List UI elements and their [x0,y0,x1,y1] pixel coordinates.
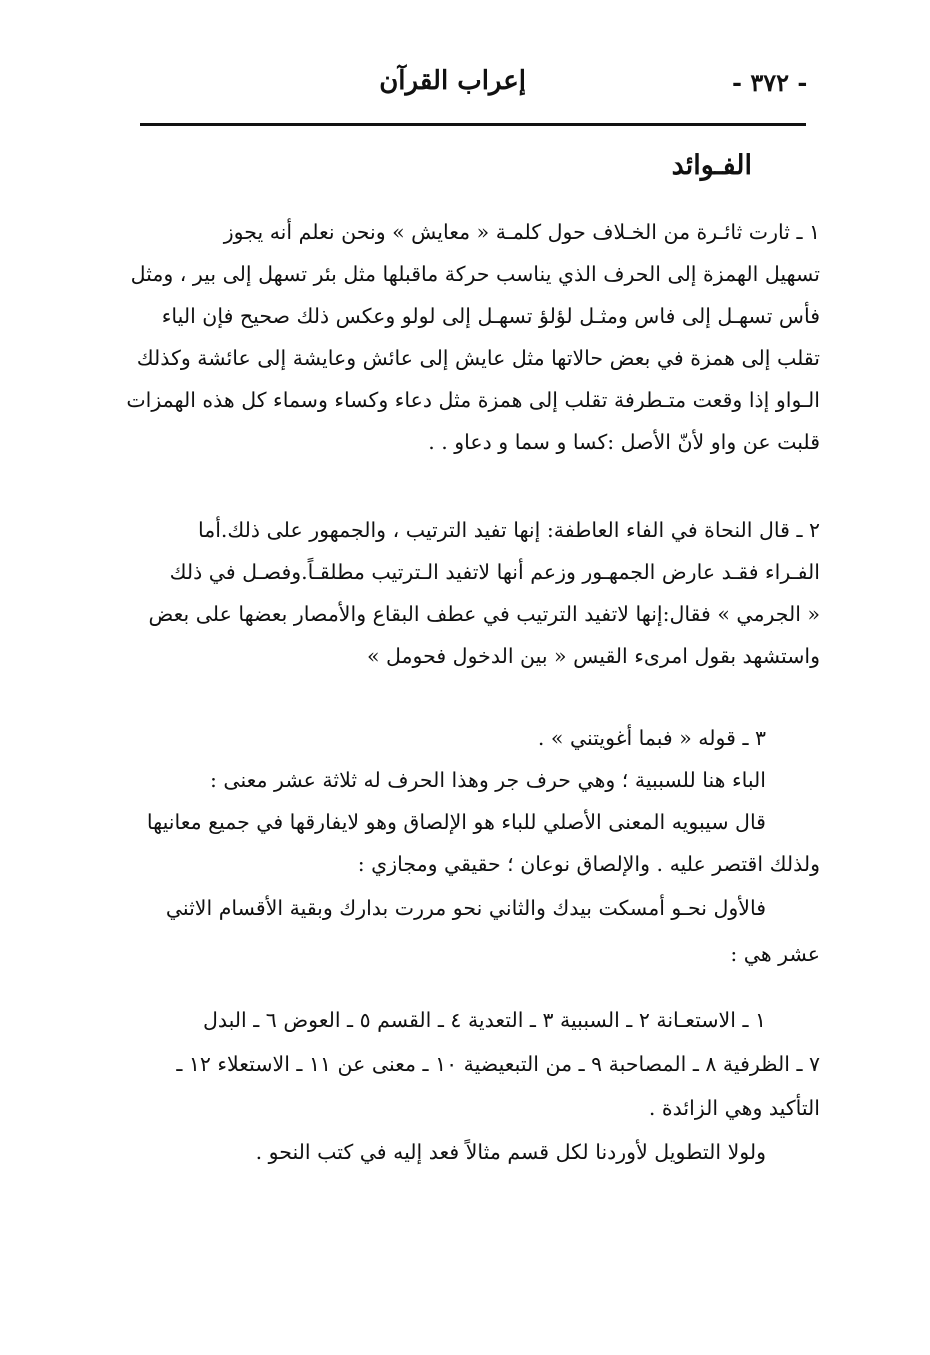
paragraph-line: ٢ ـ قال النحاة في الفاء العاطفة: إنها تفيد الترتيب ، والجمهور على ذلك.أما [197,518,820,542]
paragraph-line: واستشهد بقول امرىء القيس « بين الدخول فحومل » [366,644,820,668]
paragraph-line: « الجرمي » فقال:إنها لاتفيد الترتيب في عطف البقاع والأمصار بعضها على بعض [148,602,820,626]
paragraph-line: ٣ ـ قوله « فبما أغويتني » . [537,726,766,750]
paragraph-line: ١ ـ ثارت ثائـرة من الخـلاف حول كلمـة « معايش » ونحن نعلم أنه يجوز [223,220,820,244]
paragraph-line: عشر هي : [730,942,820,966]
paragraph-line: قال سيبويه المعنى الأصلي للباء هو الإلصاق وهو لايفارقها في جميع معانيها [146,810,766,834]
paragraph-line: تسهيل الهمزة إلى الحرف الذي يناسب حركة ماقبلها مثل بئر تسهل إلى بير ، ومثل [130,262,820,286]
paragraph-3 [110,728,822,988]
paragraph-line: ولذلك اقتصر عليه . والإلصاق نوعان ؛ حقيقي ومجازي : [357,852,820,876]
header-rule [140,123,806,126]
running-header [140,66,806,116]
page-number: - ٣٧٢ - [732,68,808,97]
paragraph-line: الفـراء فقـد عارض الجمهـور وزعم أنها لاتفيد الـترتيب مطلقـاً.وفصـل في ذلك [169,560,820,584]
paragraph-line: ٧ ـ الظرفية ٨ ـ المصاحبة ٩ ـ من التبعيضية ١٠ ـ معنى عن ١١ ـ الاستعلاء ١٢ ـ [176,1052,820,1076]
paragraph-line: قلبت عن واو لأنّ الأصل :كسا و سما و دعاو . . [428,430,820,454]
paragraph-4 [110,1010,822,1190]
paragraph-line: تقلب إلى همزة في بعض حالاتها مثل عايش إلى عائش وعايشة إلى عائشة وكذلك [136,346,820,370]
header-title: إعراب القرآن [379,66,526,96]
paragraph-line: الـواو إذا وقعت متـطرفة تقلب إلى همزة مثل دعاء وكساء وسماء كل هذه الهمزات [126,388,820,412]
paragraph-line: الباء هنا للسببية ؛ وهي حرف جر وهذا الحرف له ثلاثة عشر معنى : [209,768,766,792]
section-heading: الفـوائد [671,150,752,181]
paragraph-line: فأس تسهـل إلى فاس ومثـل لؤلؤ تسهـل إلى لولو وعكس ذلك صحيح فإن الياء [161,304,820,328]
paragraph-line: التأكيد وهي الزائدة . [648,1096,820,1120]
paragraph-line: ١ ـ الاستعـانة ٢ ـ السببية ٣ ـ التعدية ٤ ـ القسم ٥ ـ العوض ٦ ـ البدل [202,1008,766,1032]
paragraph-2 [110,520,822,680]
paragraph-line: فالأول نحـو أمسكت بيدك والثاني نحو مررت بدارك وبقية الأقسام الاثني [165,896,766,920]
paragraph-line: ولولا التطويل لأوردنا لكل قسم مثالاً فعد إليه في كتب النحو . [255,1140,766,1164]
paragraph-1 [110,222,822,462]
